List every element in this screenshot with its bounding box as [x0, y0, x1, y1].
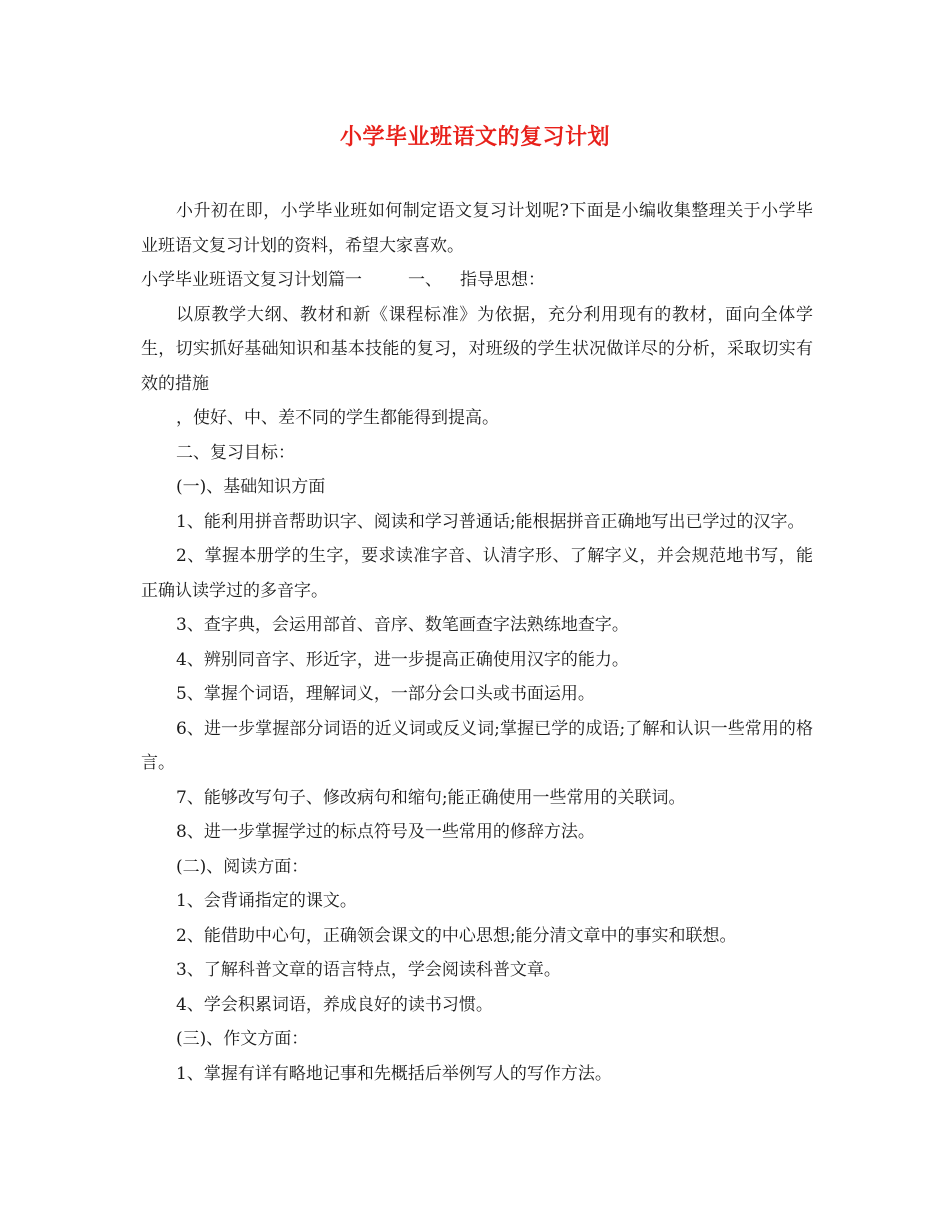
reading-heading: (二)、阅读方面： [176, 856, 309, 877]
reading-item: 4、学会积累词语，养成良好的读书习惯。 [176, 994, 493, 1015]
section-heading-label: 小学毕业班语文复习计划篇一 [141, 270, 362, 290]
basics-item: 3、查字典，会运用部首、音序、数笔画查字法熟练地查字。 [176, 615, 629, 635]
intro-paragraph: 小升初在即，小学毕业班如何制定语文复习计划呢?下面是小编收集整理关于小学毕业班语文复习计划的资料，希望大家喜欢。 [141, 201, 813, 256]
section-heading-title: 指导思想： [460, 270, 545, 290]
basics-item: 7、能够改写句子、修改病句和缩句;能正确使用一些常用的关联词。 [176, 787, 686, 808]
section-heading-number: 一、 [408, 270, 442, 290]
document-title: 小学毕业班语文的复习计划 [339, 124, 610, 150]
section-heading [141, 263, 813, 298]
writing-heading: (三)、作文方面： [176, 1029, 309, 1049]
basics-item: 8、进一步掌握学过的标点符号及一些常用的修辞方法。 [176, 822, 595, 842]
basics-heading: (一)、基础知识方面 [176, 477, 326, 497]
document-body [141, 194, 813, 1091]
writing-item: 1、掌握有详有略地记事和先概括后举例写人的写作方法。 [176, 1063, 612, 1084]
reading-item: 3、了解科普文章的语言特点，学会阅读科普文章。 [176, 960, 561, 980]
guiding-paragraph: 以原教学大纲、教材和新《课程标准》为依据，充分利用现有的教材，面向全体学生，切实抓好基础知识和基本技能的复习，对班级的学生状况做详尽的分析，采取切实有效的措施 [141, 304, 813, 394]
basics-item: 4、辨别同音字、形近字，进一步提高正确使用汉字的能力。 [176, 649, 629, 670]
basics-item: 5、掌握个词语，理解词义，一部分会口头或书面运用。 [176, 684, 595, 704]
reading-item: 1、会背诵指定的课文。 [176, 891, 357, 911]
reading-item: 2、能借助中心句，正确领会课文的中心思想;能分清文章中的事实和联想。 [176, 925, 737, 946]
guiding-paragraph-continued: ，使好、中、差不同的学生都能得到提高。 [176, 408, 499, 428]
basics-item: 1、能利用拼音帮助识字、阅读和学习普通话;能根据拼音正确地写出已学过的汉字。 [176, 511, 805, 532]
basics-item: 6、进一步掌握部分词语的近义词或反义词;掌握已学的成语;了解和认识一些常用的格言。 [141, 718, 813, 773]
goals-heading: 二、复习目标： [176, 442, 295, 463]
basics-item: 2、掌握本册学的生字，要求读准字音、认清字形、了解字义，并会规范地书写，能正确认读学过的多音字。 [141, 546, 813, 601]
